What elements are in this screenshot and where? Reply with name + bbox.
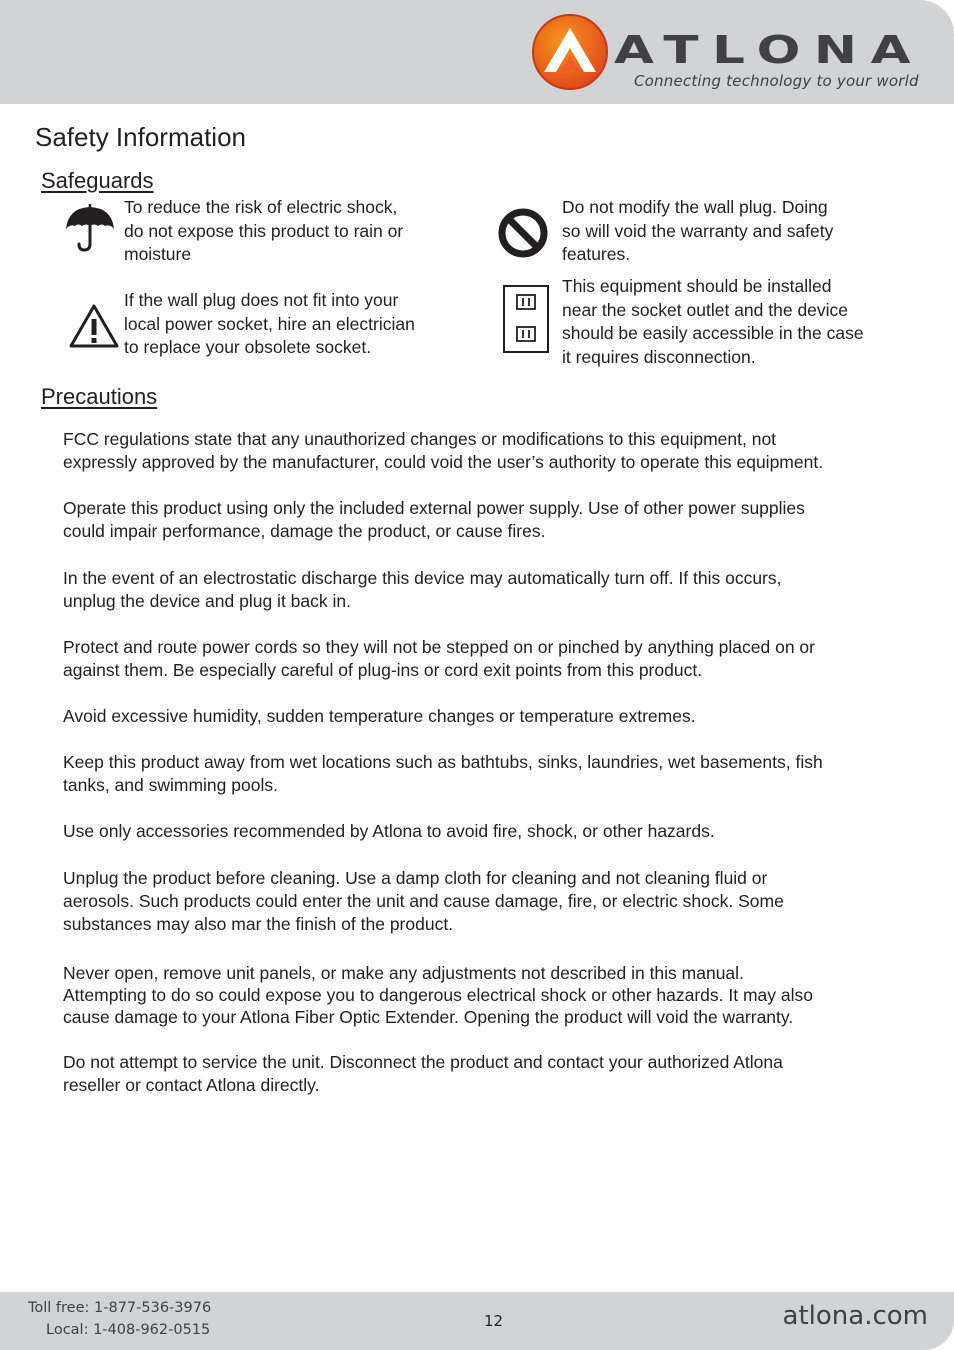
precaution-line: Unplug the product before cleaning. Use a damp cloth for cleaning and not cleaning fluid or — [63, 868, 768, 888]
safeguard-text-wall-plug — [124, 289, 415, 360]
safeguard-line: Do not modify the wall plug. Doing — [562, 197, 828, 217]
atlona-logo-icon — [530, 12, 610, 92]
brand-text: ATLONA — [614, 32, 924, 66]
safeguard-text-socket-outlet — [562, 275, 864, 369]
precaution-line: Protect and route power cords so they will not be stepped on or pinched by anything placed on or — [63, 637, 815, 657]
precaution-open-unit — [63, 962, 913, 1028]
precaution-fcc — [63, 428, 913, 474]
page-header — [0, 0, 954, 104]
precaution-line: against them. Be especially careful of plug-ins or cord exit points from this product. — [63, 660, 703, 680]
precaution-cleaning — [63, 867, 913, 936]
tagline: Connecting technology to your world — [634, 72, 919, 90]
umbrella-icon — [64, 202, 116, 252]
precaution-line: Never open, remove unit panels, or make any adjustments not described in this manual. — [63, 963, 744, 983]
safeguard-line: local power socket, hire an electrician — [124, 313, 415, 334]
safeguard-line: moisture — [124, 244, 192, 264]
safeguard-text-moisture — [124, 196, 403, 267]
safeguard-line: If the wall plug does not fit into your — [124, 290, 399, 310]
safeguard-line: do not expose this product to rain or — [124, 220, 404, 241]
precaution-power-supply — [63, 497, 913, 543]
precaution-line: expressly approved by the manufacturer, could void the user’s authority to operate this equipment. — [63, 452, 824, 472]
precaution-line: could impair performance, damage the product, or cause fires. — [63, 521, 546, 541]
precaution-line: cause damage to your Atlona Fiber Optic Extender. Opening the product will void the warranty. — [63, 1007, 794, 1027]
precaution-wet-locations — [63, 751, 913, 797]
page-title: Safety Information — [35, 122, 246, 152]
precaution-service — [63, 1051, 913, 1097]
safeguard-line: it requires disconnection. — [562, 346, 756, 367]
precaution-line: substances may also mar the finish of the product. — [63, 914, 454, 934]
safeguards-heading: Safeguards — [41, 168, 154, 193]
precaution-line: Avoid excessive humidity, sudden temperature changes or temperature extremes. — [63, 706, 696, 726]
precaution-line: unplug the device and plug it back in. — [63, 591, 351, 611]
website-link[interactable]: atlona.com — [782, 1301, 928, 1331]
precaution-line: aerosols. Such products could enter the unit and cause damage, fire, or electric shock. Some — [63, 891, 784, 911]
safeguard-line: near the socket outlet and the device — [562, 299, 849, 320]
precaution-line: reseller or contact Atlona directly. — [63, 1075, 320, 1095]
precaution-line: Use only accessories recommended by Atlona to avoid fire, shock, or other hazards. — [63, 821, 715, 841]
precaution-accessories — [63, 820, 913, 843]
precaution-power-cords — [63, 636, 913, 682]
precaution-line: tanks, and swimming pools. — [63, 775, 278, 795]
precautions-heading: Precautions — [41, 384, 158, 409]
precaution-line: Operate this product using only the included external power supply. Use of other power supplies — [63, 498, 805, 518]
precaution-line: Keep this product away from wet locations such as bathtubs, sinks, laundries, wet basements, fish — [63, 752, 823, 772]
precaution-electrostatic — [63, 567, 913, 613]
precaution-humidity — [63, 705, 913, 728]
toll-free-number: Toll free: 1-877-536-3976 — [28, 1300, 212, 1316]
atlona-wordmark — [614, 32, 940, 66]
safeguard-line: To reduce the risk of electric shock, — [124, 197, 398, 217]
precaution-line: In the event of an electrostatic discharge this device may automatically turn off. If this occurs, — [63, 568, 782, 588]
safeguard-line: This equipment should be installed — [562, 276, 832, 296]
page-footer — [0, 1292, 954, 1350]
safeguard-line: features. — [562, 244, 631, 264]
safeguard-line: to replace your obsolete socket. — [124, 337, 372, 357]
precaution-line: Attempting to do so could expose you to dangerous electrical shock or other hazards. It may also — [63, 985, 813, 1005]
local-number: Local: 1-408-962-0515 — [46, 1322, 211, 1338]
socket-outlet-icon — [502, 284, 550, 354]
page-number: 12 — [484, 1312, 504, 1330]
warning-icon — [68, 303, 120, 349]
precaution-line: Do not attempt to service the unit. Disconnect the product and contact your authorized Atlona — [63, 1052, 783, 1072]
precaution-line: FCC regulations state that any unauthorized changes or modifications to this equipment, not — [63, 429, 777, 449]
safeguard-text-modify-plug — [562, 196, 833, 267]
prohibited-icon — [497, 207, 549, 259]
safeguard-line: so will void the warranty and safety — [562, 220, 834, 241]
safeguard-line: should be easily accessible in the case — [562, 323, 864, 343]
